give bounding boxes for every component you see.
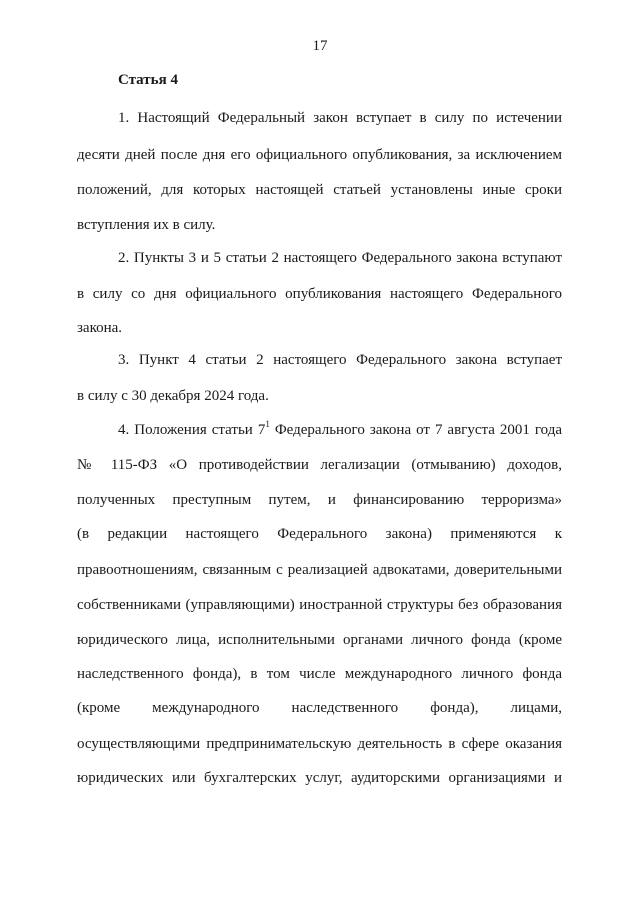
paragraph-4-line-9: (кроме международного наследственного фонда), лицами,: [77, 700, 562, 716]
paragraph-1-line-1: 1. Настоящий Федеральный закон вступает в силу по истечении: [118, 110, 562, 126]
paragraph-4-line-2: № 115-ФЗ «О противодействии легализации (отмыванию) доходов,: [77, 457, 562, 473]
paragraph-4-line-7: юридического лица, исполнительными органами личного фонда (кроме: [77, 632, 562, 648]
paragraph-4-line-11: юридических или бухгалтерских услуг, аудиторскими организациями и: [77, 770, 562, 786]
paragraph-4-line-6: собственниками (управляющими) иностранной структуры без образования: [77, 597, 562, 613]
paragraph-2-line-3: закона.: [77, 320, 123, 336]
paragraph-3-line-1: 3. Пункт 4 статьи 2 настоящего Федерального закона вступает: [118, 352, 562, 368]
superscript-one: 1: [265, 419, 270, 429]
paragraph-1-line-3: положений, для которых настоящей статьей установлены иные сроки: [77, 182, 562, 198]
paragraph-3-line-2: в силу с 30 декабря 2024 года.: [77, 388, 269, 404]
article-heading: Статья 4: [118, 72, 178, 88]
page-number: 17: [312, 38, 328, 54]
paragraph-2-line-1: 2. Пункты 3 и 5 статьи 2 настоящего Федерального закона вступают: [118, 250, 562, 266]
paragraph-1-line-4: вступления их в силу.: [77, 217, 216, 233]
paragraph-1-line-2: десяти дней после дня его официального опубликования, за исключением: [77, 147, 562, 163]
paragraph-4-line-3: полученных преступным путем, и финансированию терроризма»: [77, 492, 562, 508]
paragraph-4-line-1-part-a: 4. Положения статьи 7: [118, 422, 266, 438]
paragraph-2-line-2: в силу со дня официального опубликования настоящего Федерального: [77, 286, 562, 302]
paragraph-4-line-1-part-b: Федерального закона от 7 августа 2001 года: [269, 422, 562, 438]
paragraph-4-line-5: правоотношениям, связанным с реализацией адвокатами, доверительными: [77, 562, 562, 578]
paragraph-4-line-10: осуществляющими предпринимательскую деятельность в сфере оказания: [77, 736, 562, 752]
paragraph-4-line-4: (в редакции настоящего Федерального закона) применяются к: [77, 526, 562, 542]
paragraph-4-line-1: [118, 420, 562, 440]
paragraph-4-line-8: наследственного фонда), в том числе международного личного фонда: [77, 666, 562, 682]
